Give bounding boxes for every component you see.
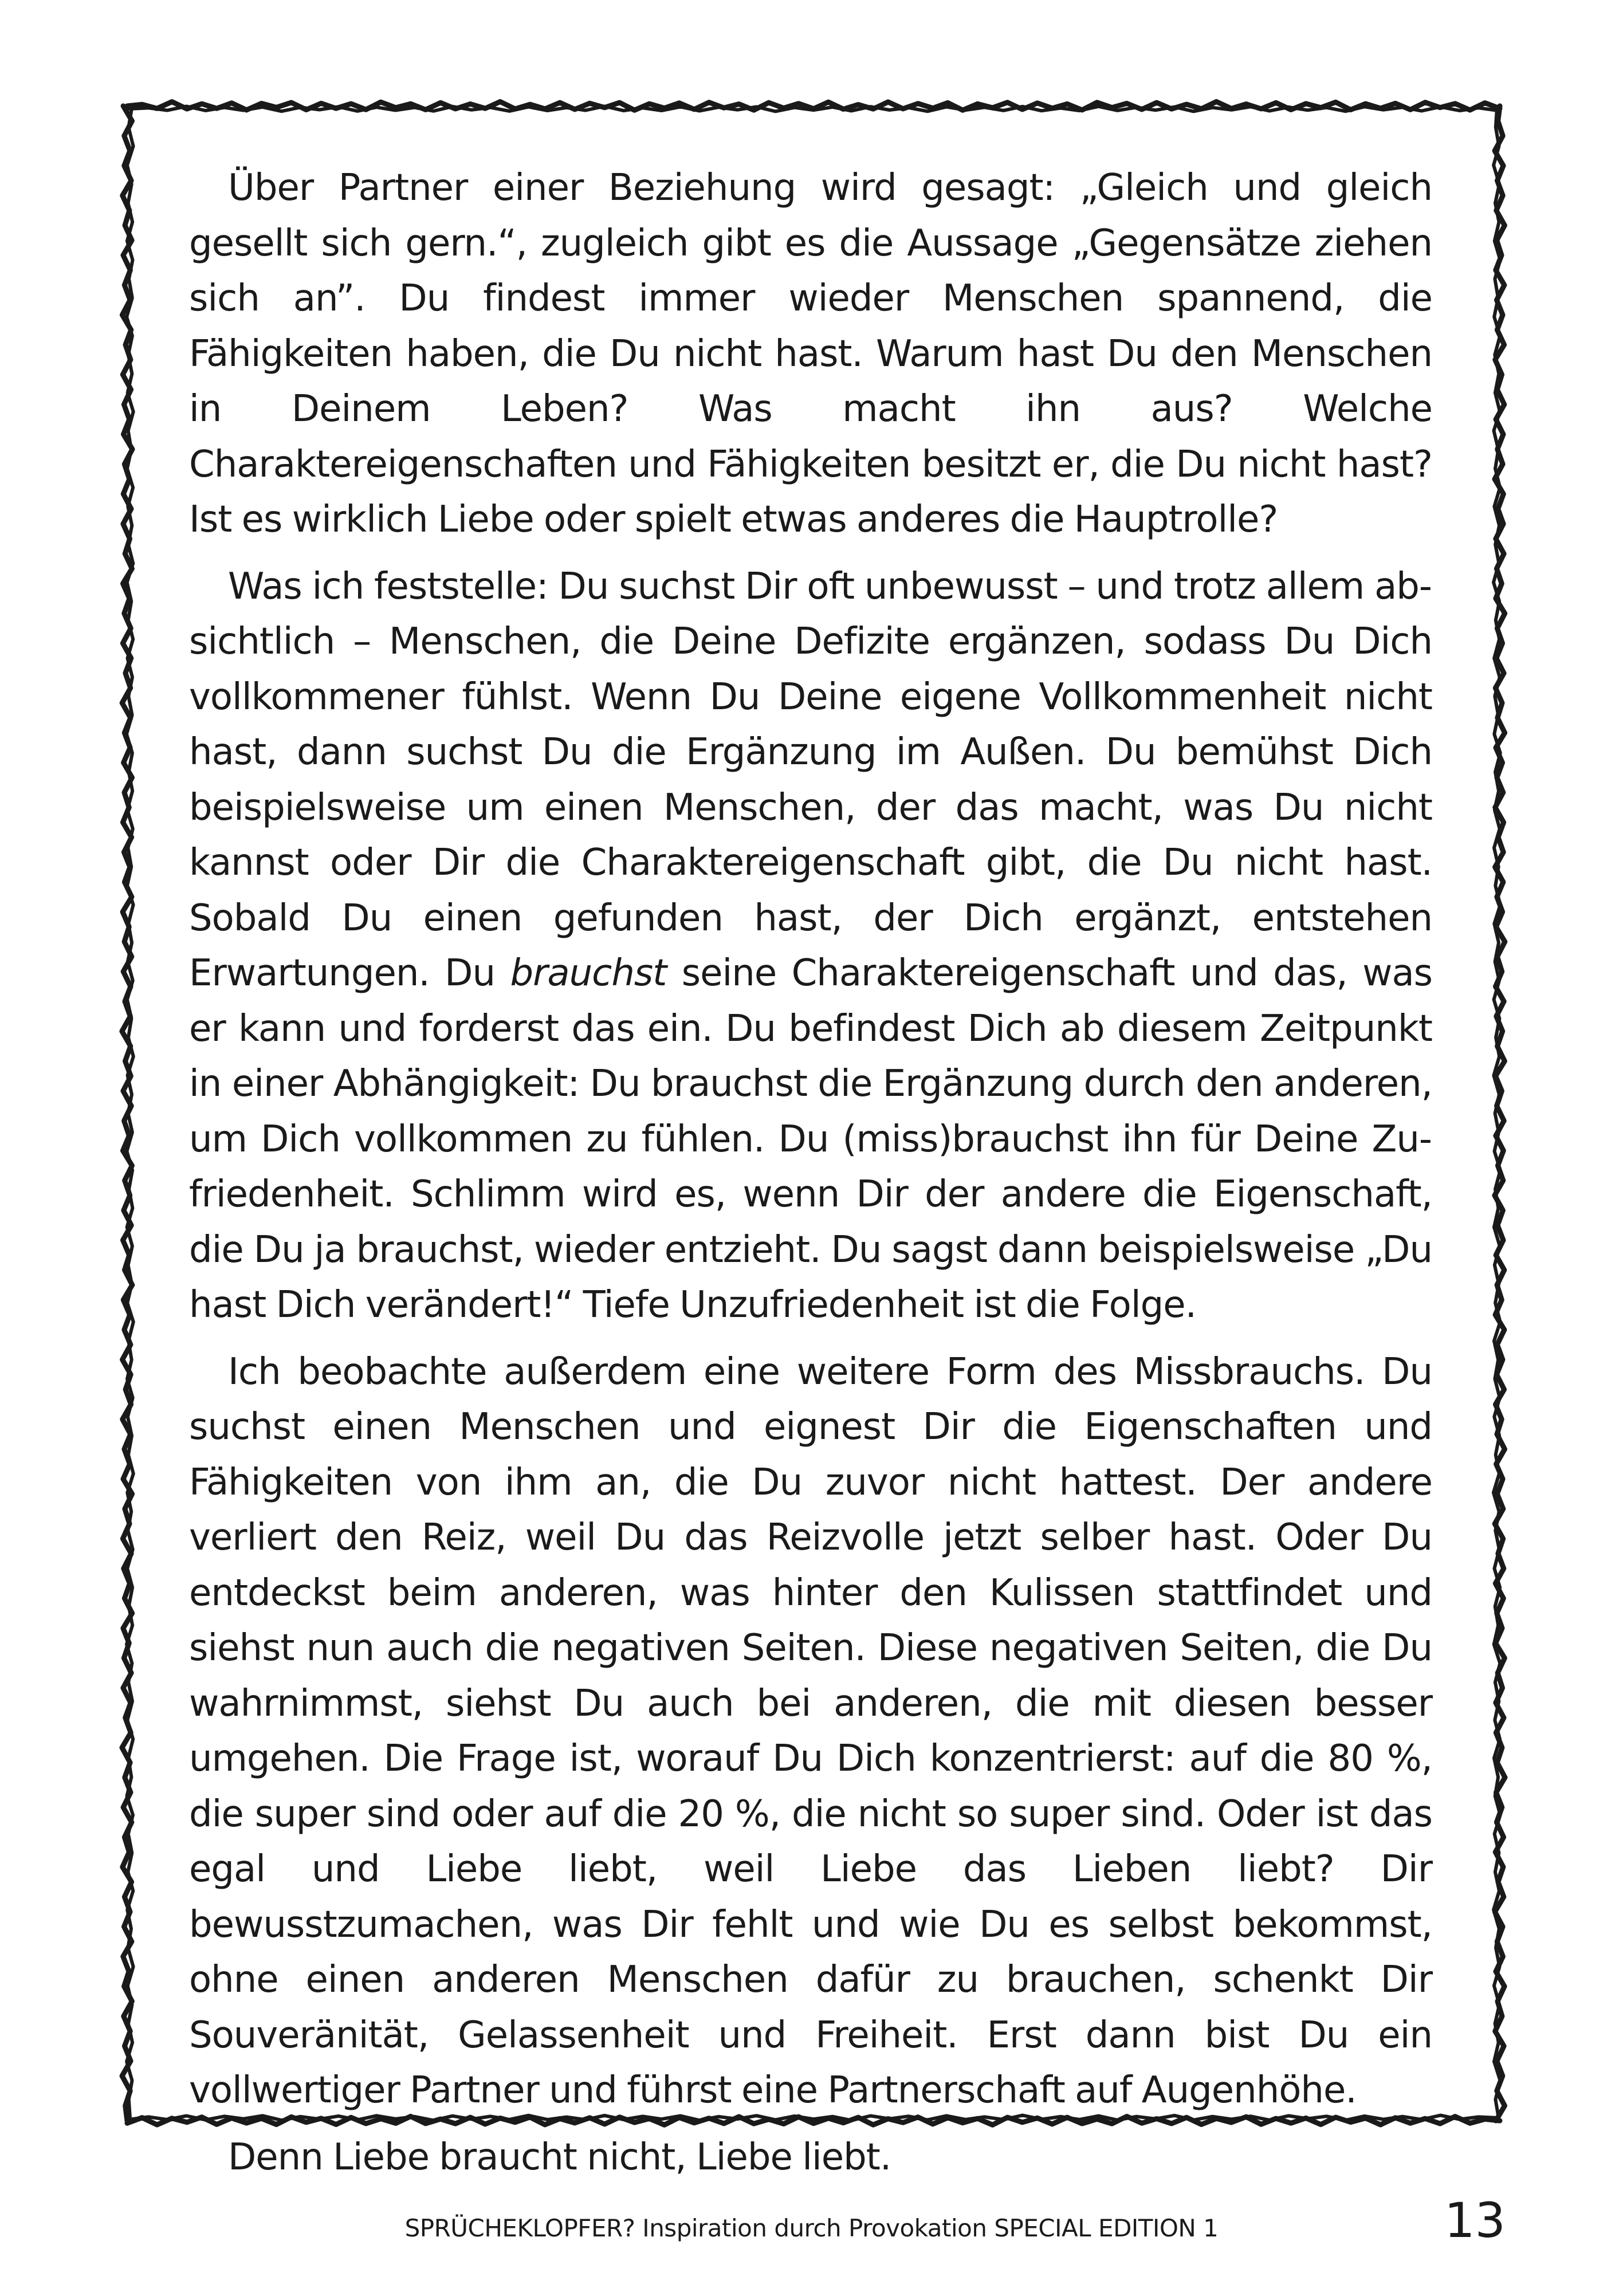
page-number: 13 <box>1444 2192 1506 2248</box>
footer-series-title: SPRÜCHEKLOPFER? Inspiration durch Provokation SPECIAL EDITION 1 <box>404 2214 1219 2242</box>
paragraph-2-before: Was ich feststelle: Du suchst Dir oft unbewusst – und trotz allem absichtlich – Menschen, die Deine Defizite ergänzen, sodass Du Dich vollkommener fühlst. Wenn Du Deine eigene Vollkommenheit nicht hast, dann suchst Du die Ergänzung im Außen. Du bemühst Dich beispielsweise um einen Menschen, der das macht, was Du nicht kannst oder Dir die Charaktereigenschaft gibt, die Du nicht hast. Sobald Du einen gefunden hast, der Dich ergänzt, entstehen Erwartungen. Du <box>189 565 1432 994</box>
paragraph-2-after: seine Charaktereigenschaft und das, was er kann und forderst das ein. Du befindest Dich ab diesem Zeitpunkt in einer Abhängigkeit: Du brauchst die Ergänzung durch den anderen, um Dich vollkommen zu fühlen. Du (miss)brauchst ihn für Deine Zufriedenheit. Schlimm wird es, wenn Dir der andere die Eigenschaft, die Du ja brauchst, wieder entzieht. Du sagst dann beispielsweise „Du hast Dich verändert!“ Tiefe Unzufriedenheit ist die Folge. <box>189 952 1433 1326</box>
paragraph-3: Ich beobachte außerdem eine weitere Form des Missbrauchs. Du suchst einen Menschen und eignest Dir die Eigenschaften und Fähigkeiten von ihm an, die Du zuvor nicht hattest. Der andere verliert den Reiz, weil Du das Reizvolle jetzt selber hast. Oder Du entdeckst beim anderen, was hinter den Kulissen stattfindet und siehst nun auch die negativen Seiten. Diese negativen Seiten, die Du wahrnimmst, siehst Du auch bei anderen, die mit diesen besser umgehen. Die Frage ist, worauf Du Dich konzentrierst: auf die 80 %, die super sind oder auf die 20 %, die nicht so super sind. Oder ist das egal und Liebe liebt, weil Liebe das Lieben liebt? Dir bewusstzumachen, was Dir fehlt und wie Du es selbst bekommst, ohne einen anderen Menschen dafür zu brauchen, schenkt Dir Souveränität, Gelassenheit und Freiheit. Erst dann bist Du ein vollwertiger Partner und führst eine Partnerschaft auf Augenhöhe. <box>189 1350 1432 2112</box>
emphasis-brauchst: brauchst <box>510 952 667 994</box>
paragraph-2 <box>189 559 1432 1333</box>
closing-line: Denn Liebe braucht nicht, Liebe liebt. <box>228 2136 891 2179</box>
paragraph-1: Über Partner einer Beziehung wird gesagt: „Gleich und gleich gesellt sich gern.“, zugleich gibt es die Aussage „Gegensätze ziehen sich an”. Du findest immer wieder Menschen spannend, die Fähigkeiten haben, die Du nicht hast. Warum hast Du den Menschen in Deinem Leben? Was macht ihn aus? Welche Charaktereigenschaften und Fähigkeiten besitzt er, die Du nicht hast? Ist es wirklich Liebe oder spielt etwas anderes die Hauptrolle? <box>189 167 1432 541</box>
article-body <box>189 160 1433 2179</box>
